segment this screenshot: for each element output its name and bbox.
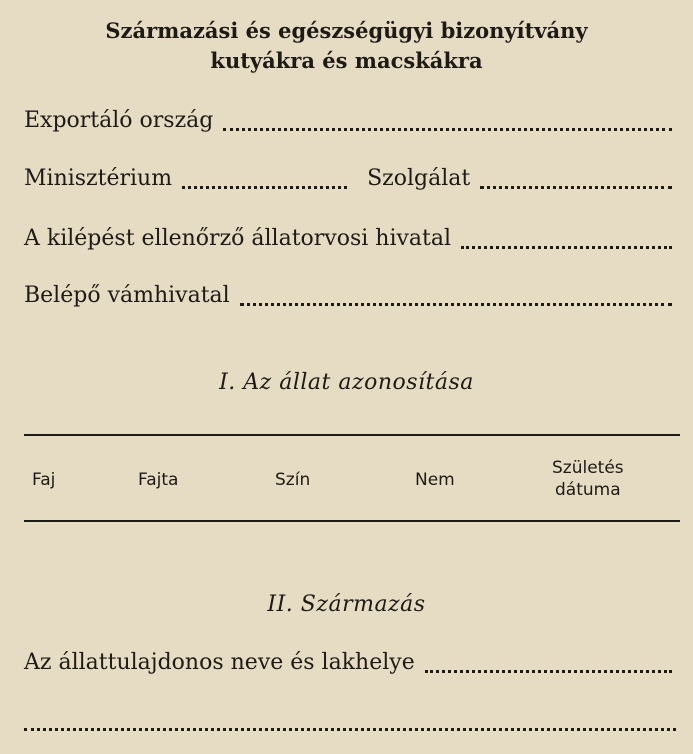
column-birth-date-line2: dátuma	[555, 480, 621, 500]
section2-title: II. Származás	[267, 592, 426, 617]
service-fill-line[interactable]	[480, 186, 672, 189]
exit-vet-office-label: A kilépést ellenőrző állatorvosi hivatal	[24, 226, 452, 251]
exporting-country-label: Exportáló ország	[24, 108, 214, 133]
column-breed: Fajta	[138, 470, 179, 490]
entry-customs-fill-line[interactable]	[240, 303, 672, 306]
exit-vet-office-fill-line[interactable]	[461, 246, 672, 249]
table-bottom-rule	[24, 520, 680, 522]
ministry-label: Minisztérium	[24, 166, 173, 191]
column-species: Faj	[32, 470, 56, 490]
column-sex: Nem	[415, 470, 455, 490]
section1-title: I. Az állat azonosítása	[219, 370, 474, 395]
owner-label: Az állattulajdonos neve és lakhelye	[24, 650, 415, 675]
document-title-line2: kutyákra és macskákra	[210, 48, 483, 73]
column-birth-date-line1: Születés	[552, 458, 624, 478]
entry-customs-row	[24, 283, 676, 313]
column-color: Szín	[275, 470, 311, 490]
owner-row	[24, 650, 676, 680]
table-top-rule	[24, 434, 680, 436]
column-birth-date	[552, 457, 624, 501]
service-label: Szolgálat	[367, 166, 471, 191]
exit-vet-office-row	[24, 226, 676, 256]
ministry-service-row	[24, 166, 676, 196]
entry-customs-label: Belépő vámhivatal	[24, 283, 230, 308]
owner-fill-line[interactable]	[425, 670, 672, 673]
exporting-country-row	[24, 108, 676, 138]
owner-continuation-fill-line[interactable]	[24, 728, 676, 731]
ministry-fill-line[interactable]	[182, 186, 347, 189]
exporting-country-fill-line[interactable]	[223, 128, 672, 131]
document-title-line1: Származási és egészségügyi bizonyítvány	[105, 18, 588, 43]
